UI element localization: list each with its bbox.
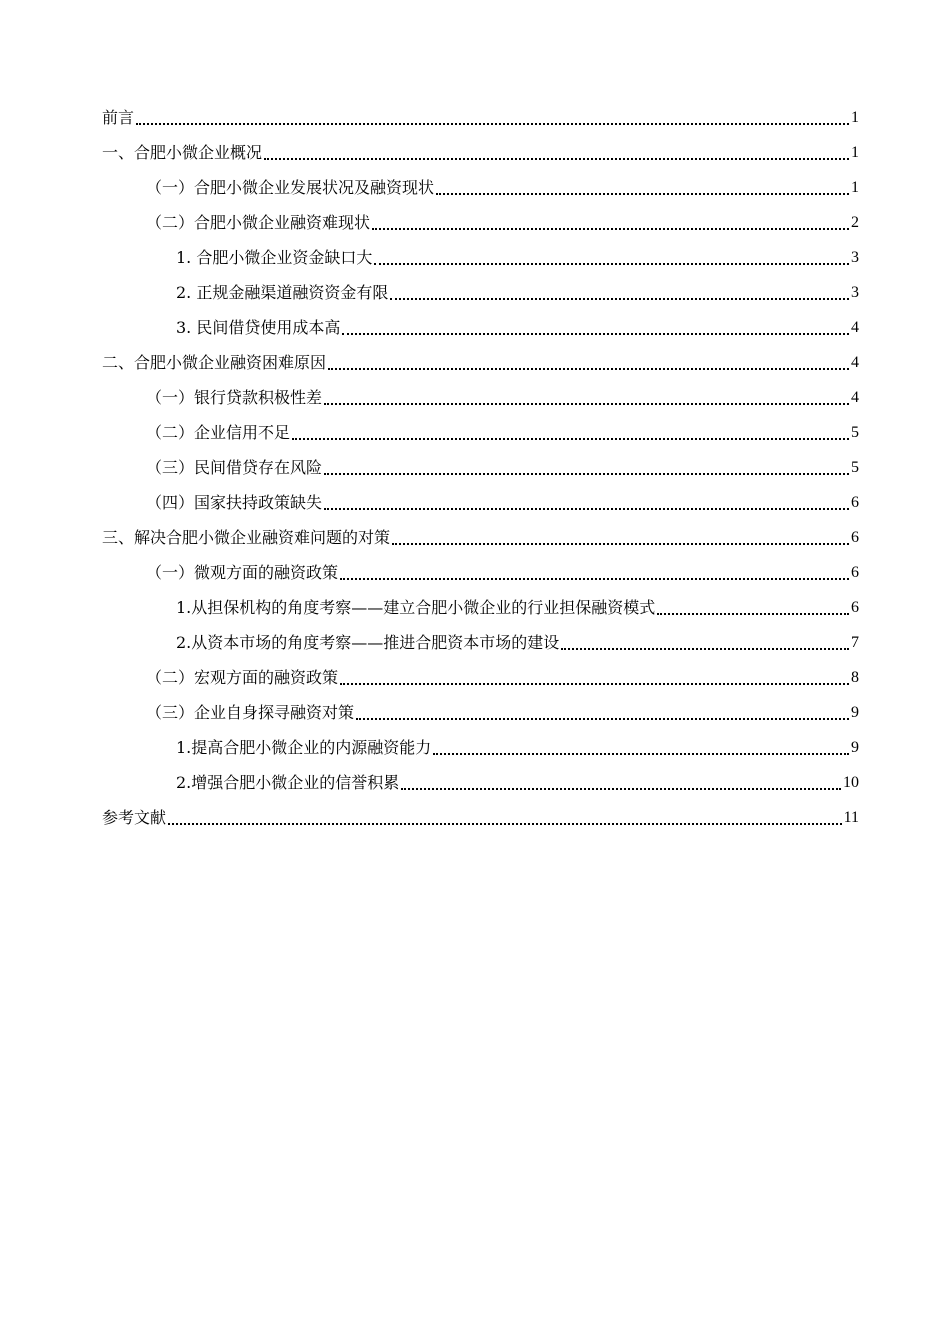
toc-entry-title: 2.从资本市场的角度考察——推进合肥资本市场的建设 bbox=[176, 633, 560, 652]
toc-page-number: 4 bbox=[851, 354, 859, 371]
toc-entry-title: 3. 民间借贷使用成本高 bbox=[176, 318, 341, 337]
toc-dot-leader bbox=[340, 578, 849, 580]
toc-entry[interactable] bbox=[102, 551, 859, 586]
toc-entry-title: 二、合肥小微企业融资困难原因 bbox=[102, 353, 327, 372]
toc-dot-leader bbox=[433, 753, 849, 755]
toc-dot-leader bbox=[401, 788, 841, 790]
toc-entry-title: （二）宏观方面的融资政策 bbox=[146, 668, 339, 687]
toc-page-number: 1 bbox=[851, 144, 859, 161]
toc-dot-leader bbox=[340, 683, 849, 685]
toc-entry[interactable] bbox=[102, 656, 859, 691]
toc-page-number: 3 bbox=[851, 284, 859, 301]
toc-entry-title: （二）合肥小微企业融资难现状 bbox=[146, 213, 371, 232]
toc-dot-leader bbox=[657, 613, 849, 615]
toc-dot-leader bbox=[390, 298, 849, 300]
toc-page-number: 10 bbox=[843, 774, 859, 791]
toc-dot-leader bbox=[264, 158, 849, 160]
toc-entry-title: （三）民间借贷存在风险 bbox=[146, 458, 323, 477]
toc-page-number: 5 bbox=[851, 424, 859, 441]
toc-entry[interactable] bbox=[102, 131, 859, 166]
toc-page-number: 3 bbox=[851, 249, 859, 266]
toc-page-number: 4 bbox=[851, 319, 859, 336]
toc-dot-leader bbox=[324, 403, 849, 405]
toc-page-number: 5 bbox=[851, 459, 859, 476]
toc-page-number: 7 bbox=[851, 634, 859, 651]
toc-page-number: 9 bbox=[851, 704, 859, 721]
toc-entry[interactable] bbox=[102, 341, 859, 376]
toc-dot-leader bbox=[324, 508, 849, 510]
toc-entry-title: 参考文献 bbox=[102, 808, 167, 827]
toc-entry-title: （一）银行贷款积极性差 bbox=[146, 388, 323, 407]
toc-dot-leader bbox=[328, 368, 849, 370]
toc-entry[interactable] bbox=[102, 411, 859, 446]
toc-entry-title: （四）国家扶持政策缺失 bbox=[146, 493, 323, 512]
toc-dot-leader bbox=[342, 333, 849, 335]
toc-entry-title: 三、解决合肥小微企业融资难问题的对策 bbox=[102, 528, 391, 547]
toc-dot-leader bbox=[374, 263, 849, 265]
toc-dot-leader bbox=[324, 473, 849, 475]
toc-page-number: 9 bbox=[851, 739, 859, 756]
toc-entry[interactable] bbox=[102, 271, 859, 306]
toc-entry[interactable] bbox=[102, 516, 859, 551]
toc-page-number: 1 bbox=[851, 179, 859, 196]
toc-entry-title: （二）企业信用不足 bbox=[146, 423, 291, 442]
toc-page-number: 6 bbox=[851, 599, 859, 616]
toc-dot-leader bbox=[436, 193, 849, 195]
toc-page-number: 11 bbox=[843, 809, 859, 826]
toc-entry[interactable] bbox=[102, 691, 859, 726]
toc-entry-title: （三）企业自身探寻融资对策 bbox=[146, 703, 355, 722]
toc-dot-leader bbox=[392, 543, 849, 545]
toc-entry[interactable] bbox=[102, 201, 859, 236]
toc-entry[interactable] bbox=[102, 236, 859, 271]
toc-dot-leader bbox=[356, 718, 849, 720]
toc-dot-leader bbox=[136, 123, 849, 125]
toc-entry-title: 1. 合肥小微企业资金缺口大 bbox=[176, 248, 373, 267]
toc-entry[interactable] bbox=[102, 306, 859, 341]
toc-page-number: 8 bbox=[851, 669, 859, 686]
toc-entry-title: 一、合肥小微企业概况 bbox=[102, 143, 263, 162]
toc-entry-title: （一）合肥小微企业发展状况及融资现状 bbox=[146, 178, 435, 197]
toc-entry[interactable] bbox=[102, 761, 859, 796]
table-of-contents bbox=[102, 96, 859, 831]
toc-entry-title: 2. 正规金融渠道融资资金有限 bbox=[176, 283, 389, 302]
toc-entry-title: 1.提高合肥小微企业的内源融资能力 bbox=[176, 738, 432, 757]
toc-entry[interactable] bbox=[102, 796, 859, 831]
toc-entry-title: 2.增强合肥小微企业的信誉积累 bbox=[176, 773, 400, 792]
toc-entry-title: （一）微观方面的融资政策 bbox=[146, 563, 339, 582]
toc-page-number: 6 bbox=[851, 529, 859, 546]
toc-entry[interactable] bbox=[102, 446, 859, 481]
toc-page-number: 1 bbox=[851, 109, 859, 126]
toc-page-number: 6 bbox=[851, 494, 859, 511]
toc-entry-title: 前言 bbox=[102, 108, 135, 127]
toc-dot-leader bbox=[168, 823, 842, 825]
toc-dot-leader bbox=[561, 648, 849, 650]
toc-page-number: 4 bbox=[851, 389, 859, 406]
toc-dot-leader bbox=[292, 438, 849, 440]
toc-entry[interactable] bbox=[102, 166, 859, 201]
toc-entry[interactable] bbox=[102, 726, 859, 761]
toc-entry[interactable] bbox=[102, 586, 859, 621]
toc-page-number: 2 bbox=[851, 214, 859, 231]
toc-entry-title: 1.从担保机构的角度考察——建立合肥小微企业的行业担保融资模式 bbox=[176, 598, 656, 617]
toc-dot-leader bbox=[372, 228, 849, 230]
toc-page-number: 6 bbox=[851, 564, 859, 581]
toc-entry[interactable] bbox=[102, 481, 859, 516]
toc-entry[interactable] bbox=[102, 621, 859, 656]
toc-entry[interactable] bbox=[102, 376, 859, 411]
toc-entry[interactable] bbox=[102, 96, 859, 131]
